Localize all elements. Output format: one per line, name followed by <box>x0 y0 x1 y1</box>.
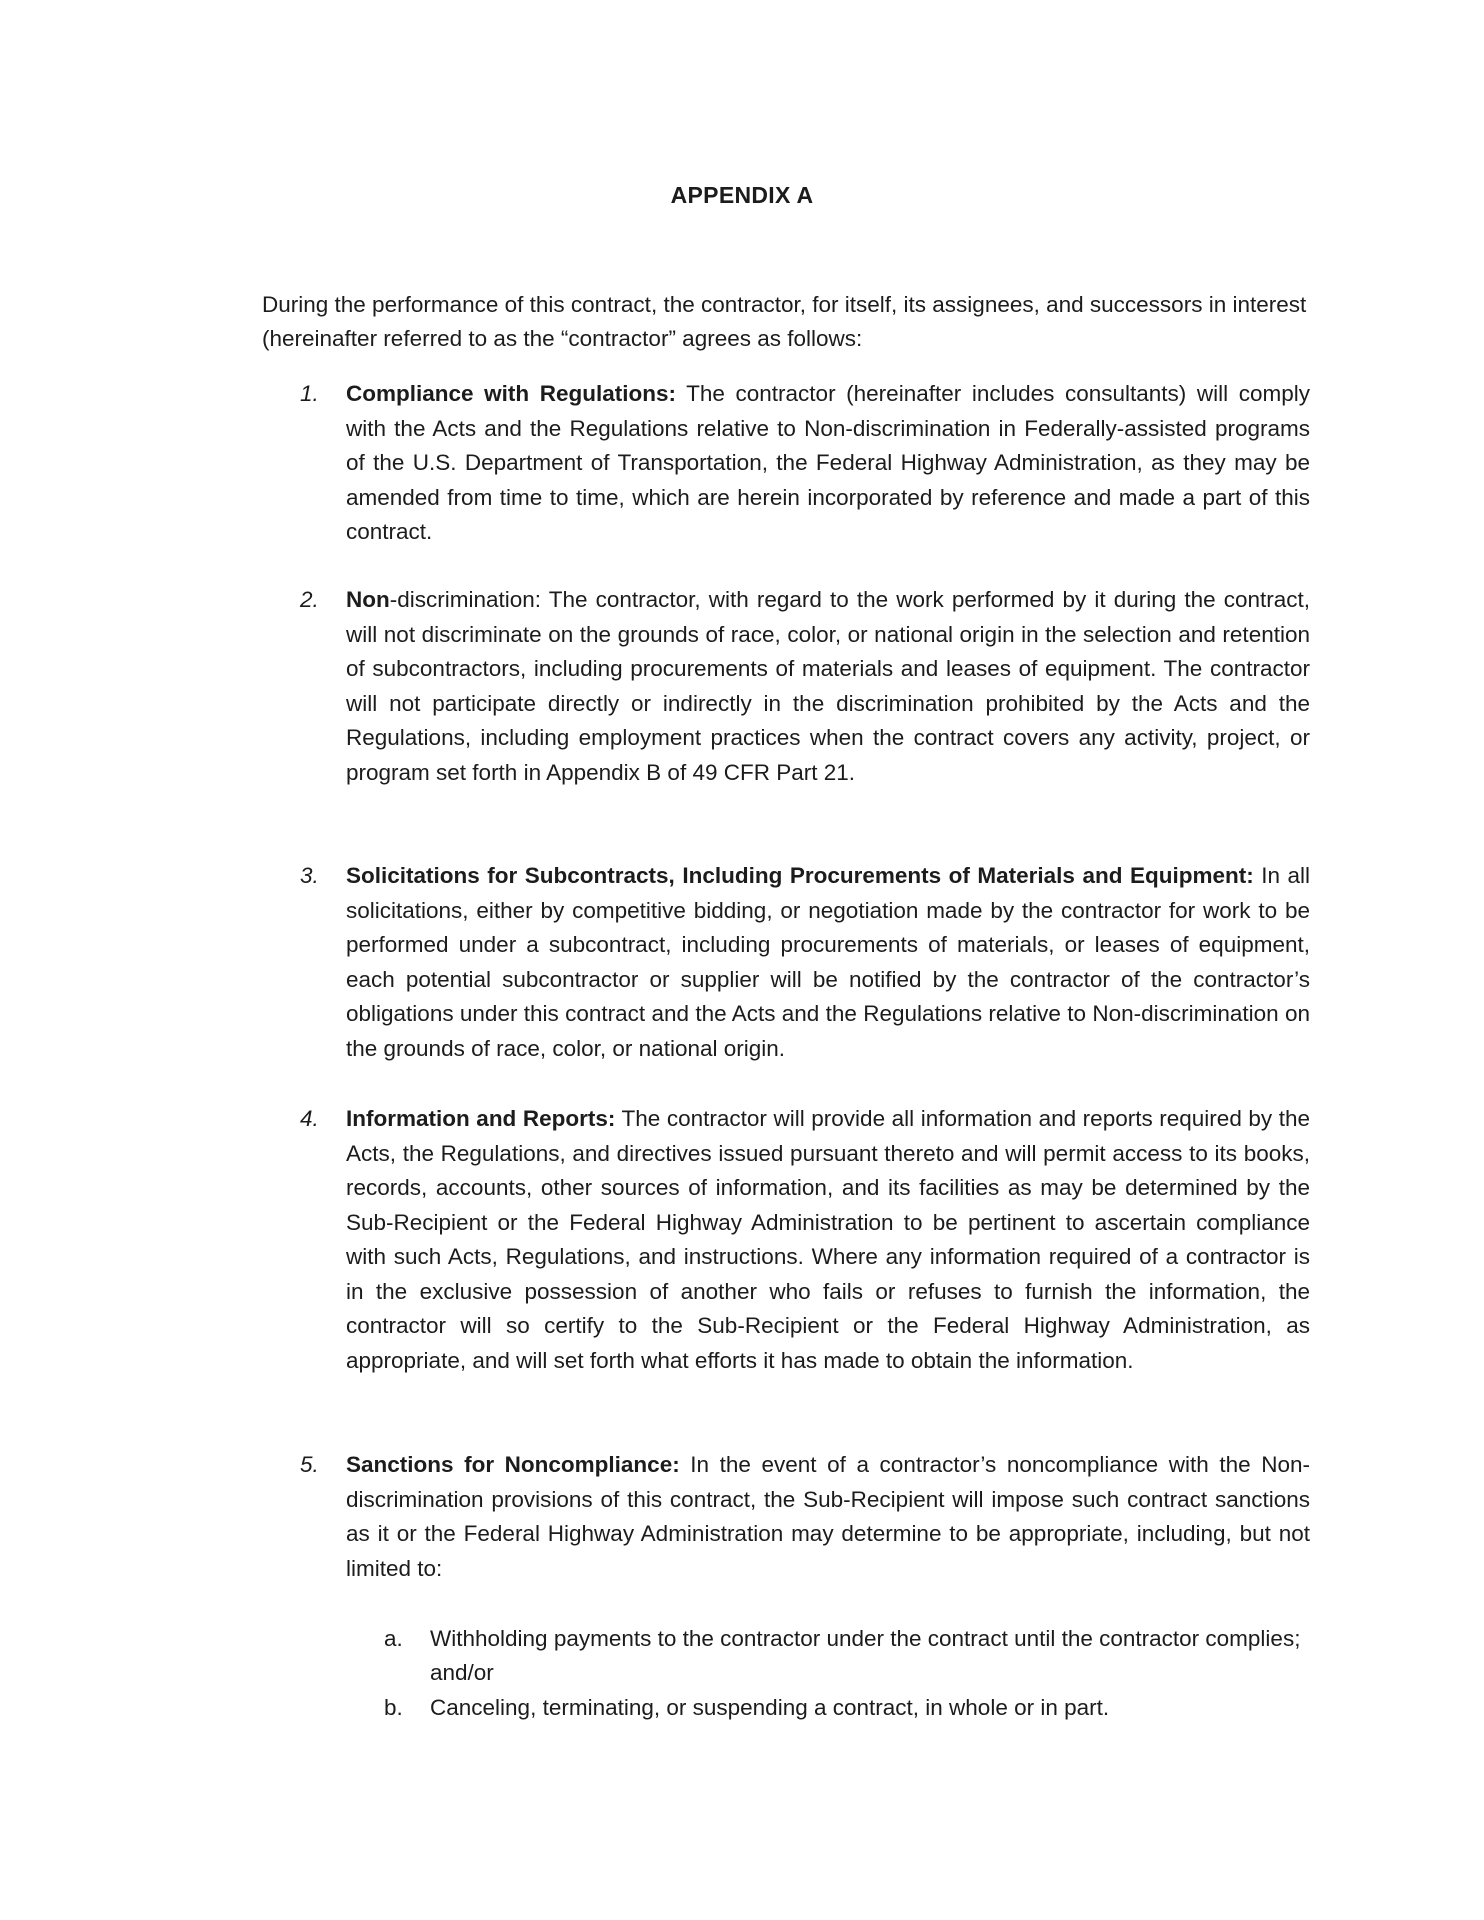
item-text: The contractor (hereinafter includes consultants) will comply with the Acts and the Regulations relative to Non-discrimination in Federally-assisted programs of the U.S. Department of Transportation, the Federal Highway Administration, as they may be amended from time to time, which are herein incorporated by reference and made a part of this contract. <box>346 381 1310 544</box>
sub-list-item <box>384 1691 1314 1725</box>
sub-list-item <box>384 1622 1314 1690</box>
item-body <box>346 1448 1310 1586</box>
list-item <box>300 377 1310 550</box>
item-heading: Sanctions for Noncompliance: <box>346 1452 680 1477</box>
item-heading: Information and Reports: <box>346 1106 616 1131</box>
item-text: In all solicitations, either by competitive bidding, or negotiation made by the contractor for work to be performed under a subcontract, including procurements of materials, or leases of equipment, each potential subcontractor or supplier will be notified by the contractor of the contractor’s obligations under this contract and the Acts and the Regulations relative to Non-discrimination on the grounds of race, color, or national origin. <box>346 863 1310 1061</box>
item-text: In the event of a contractor’s noncompliance with the Non-discrimination provisions of this contract, the Sub-Recipient will impose such contract sanctions as it or the Federal Highway Administration may determine to be appropriate, including, but not limited to: <box>346 1452 1310 1581</box>
page-title: APPENDIX A <box>670 182 814 208</box>
item-number: 5. <box>300 1452 319 1477</box>
item-heading: Non <box>346 587 390 612</box>
list-item <box>300 859 1310 1066</box>
item-number: 4. <box>300 1106 319 1131</box>
list-item <box>300 583 1310 790</box>
item-number: 2. <box>300 587 319 612</box>
item-heading: Solicitations for Subcontracts, Including Procurements of Materials and Equipment: <box>346 863 1254 888</box>
item-heading: Compliance with Regulations: <box>346 381 676 406</box>
item-number: 1. <box>300 381 319 406</box>
item-text: The contractor will provide all information and reports required by the Acts, the Regulations, and directives issued pursuant thereto and will permit access to its books, records, accounts, other sources of information, and its facilities as may be determined by the Sub-Recipient or the Federal Highway Administration to be pertinent to ascertain compliance with such Acts, Regulations, and instructions. Where any information required of a contractor is in the exclusive possession of another who fails or refuses to furnish the information, the contractor will so certify to the Sub-Recipient or the Federal Highway Administration, as appropriate, and will set forth what efforts it has made to obtain the information. <box>346 1106 1310 1373</box>
sub-item-text: Withholding payments to the contractor under the contract until the contractor complies; and/or <box>430 1626 1301 1685</box>
item-body <box>346 1102 1310 1378</box>
sub-item-letter: a. <box>384 1626 403 1651</box>
item-number: 3. <box>300 863 319 888</box>
item-text: -discrimination: The contractor, with regard to the work performed by it during the contract, will not discriminate on the grounds of race, color, or national origin in the selection and retention of subcontractors, including procurements of materials and leases of equipment. The contractor will not participate directly or indirectly in the discrimination prohibited by the Acts and the Regulations, including employment practices when the contract covers any activity, project, or program set forth in Appendix B of 49 CFR Part 21. <box>346 587 1310 785</box>
item-body <box>346 583 1310 790</box>
sub-item-letter: b. <box>384 1695 403 1720</box>
item-body <box>346 859 1310 1066</box>
list-item <box>300 1448 1310 1586</box>
list-item <box>300 1102 1310 1378</box>
item-body <box>346 377 1310 550</box>
intro-paragraph: During the performance of this contract, the contractor, for itself, its assignees, and successors in interest (hereinafter referred to as the “contractor” agrees as follows: <box>262 292 1307 351</box>
sub-item-text: Canceling, terminating, or suspending a contract, in whole or in part. <box>430 1695 1110 1720</box>
